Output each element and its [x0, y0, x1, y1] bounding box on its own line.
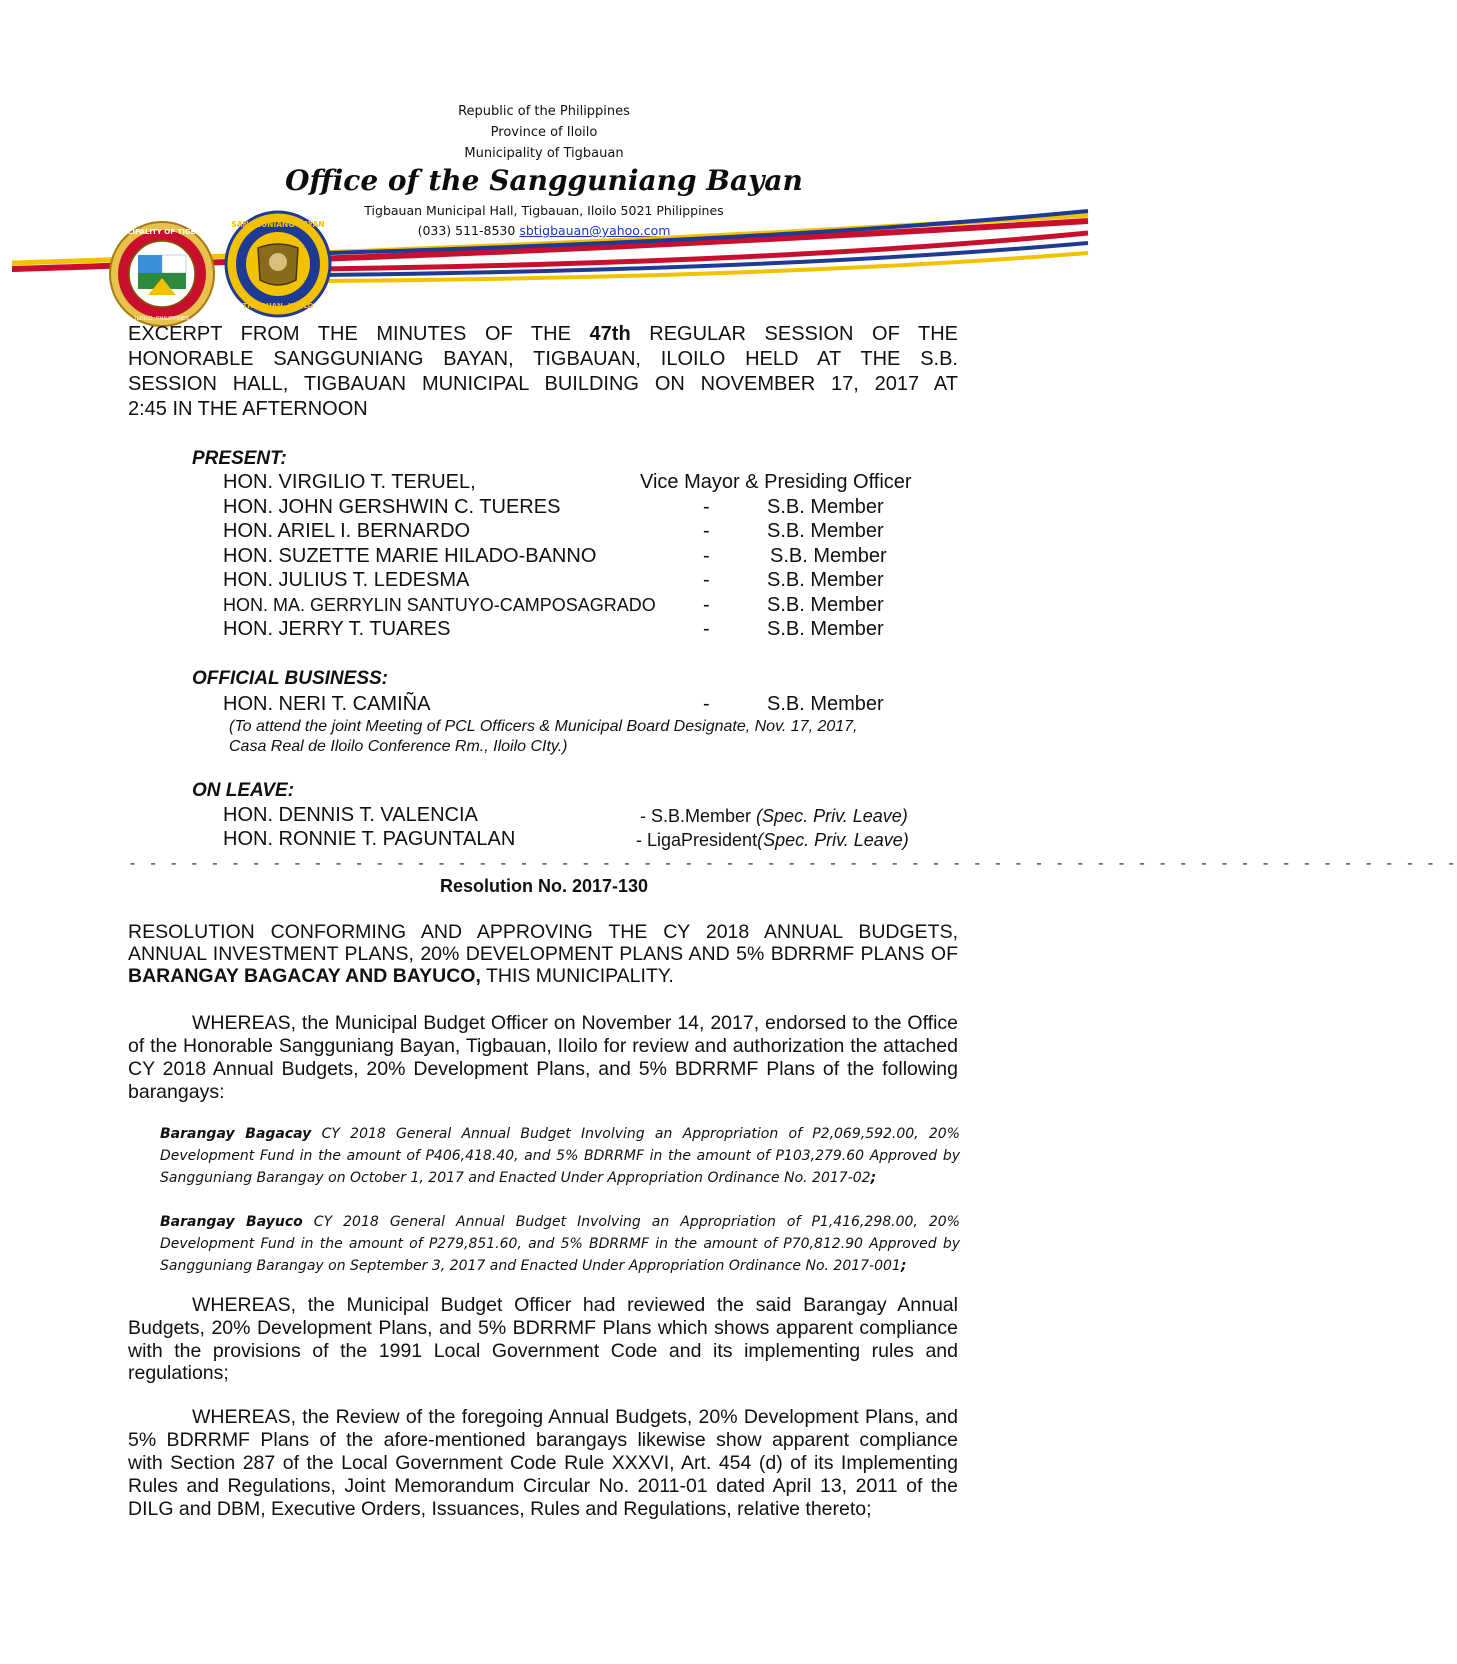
- section-separator: - - - - - - - - - - - - - - - - - - - - - - - - - - - - - - - - - - - - - - - - - - - - - - - - - - - - - - - - - - - - - - - - -: [128, 856, 1457, 873]
- municipality-seal-icon: [108, 220, 216, 328]
- leave-position: - S.B.Member (Spec. Priv. Leave): [640, 806, 908, 826]
- official-note-line-1: (To attend the joint Meeting of PCL Officers & Municipal Board Designate, Nov. 17, 2017,: [229, 718, 858, 735]
- present-position: S.B. Member: [767, 594, 884, 616]
- official-business-label: OFFICIAL BUSINESS:: [192, 668, 388, 689]
- sangguniang-bayan-seal-icon: [224, 210, 332, 318]
- barangay-bayuco-entry: Barangay Bayuco CY 2018 General Annual Budget Involving an Appropriation of P1,416,298.00, 20% Development Fund in the amount of P279,851.60, and 5% BDRRMF in the amount of P70,812.90 Approved by Sangguniang Barangay on September 3, 2017 and Enacted Under Appropriation Ordinance No. 2017-001;: [160, 1214, 961, 1274]
- whereas-2-line-3: with the provisions of the 1991 Local Government Code and its implementing rules and: [128, 1340, 958, 1362]
- province-line: Province of Iloilo: [490, 125, 598, 140]
- official-dash: -: [703, 693, 710, 715]
- present-dash: -: [703, 569, 710, 591]
- present-position: S.B. Member: [767, 618, 884, 640]
- office-address: Tigbauan Municipal Hall, Tigbauan, Iloilo 5021 Philippines: [364, 203, 724, 218]
- leave-name: HON. RONNIE T. PAGUNTALAN: [223, 828, 516, 850]
- whereas-3-line-5: DILG and DBM, Executive Orders, Issuances, Rules and Regulations, relative thereto;: [128, 1498, 872, 1520]
- official-note-line-2: Casa Real de Iloilo Conference Rm., Iloilo CIty.): [229, 738, 568, 755]
- present-dash: -: [703, 618, 710, 640]
- resolution-title-line-3: BARANGAY BAGACAY AND BAYUCO, THIS MUNICIPALITY.: [128, 965, 674, 987]
- present-label: PRESENT:: [192, 448, 287, 469]
- barangay-bagacay-entry: Barangay Bagacay CY 2018 General Annual Budget Involving an Appropriation of P2,069,592.00, 20% Development Fund in the amount of P406,418.40, and 5% BDRRMF in the amount of P103,279.60 Approved by Sangguniang Barangay on October 1, 2017 and Enacted Under Appropriation Ordinance No. 2017-02;: [160, 1126, 960, 1186]
- whereas-2-line-2: Budgets, 20% Development Plans, and 5% BDRRMF Plans which shows apparent compliance: [128, 1317, 958, 1339]
- present-position: S.B. Member: [767, 520, 884, 542]
- svg-text:ILOILO, PHILIPPINES: ILOILO, PHILIPPINES: [134, 316, 190, 322]
- present-name: HON. MA. GERRYLIN SANTUYO-CAMPOSAGRADO: [223, 595, 656, 615]
- whereas-3-line-4: Rules and Regulations, Joint Memorandum Circular No. 2011-01 dated April 13, 2011 of the: [128, 1475, 958, 1497]
- present-dash: -: [703, 594, 710, 616]
- whereas-1-line-3: CY 2018 Annual Budgets, 20% Development Plans, and 5% BDRRMF Plans of the following: [128, 1058, 958, 1080]
- heading-line-3: SESSION HALL, TIGBAUAN MUNICIPAL BUILDING ON NOVEMBER 17, 2017 AT: [128, 373, 958, 395]
- republic-line: Republic of the Philippines: [458, 104, 630, 119]
- whereas-1-line-1: WHEREAS, the Municipal Budget Officer on November 14, 2017, endorsed to the Office: [192, 1012, 958, 1034]
- present-name: HON. JOHN GERSHWIN C. TUERES: [223, 496, 561, 518]
- heading-line-4: 2:45 IN THE AFTERNOON: [128, 398, 368, 420]
- present-position: Vice Mayor & Presiding Officer: [640, 471, 912, 493]
- resolution-number: Resolution No. 2017-130: [439, 876, 649, 896]
- heading-line-1: EXCERPT FROM THE MINUTES OF THE 47th REGULAR SESSION OF THE: [128, 323, 959, 345]
- municipality-line: Municipality of Tigbauan: [464, 146, 624, 161]
- present-name: HON. ARIEL I. BERNARDO: [223, 520, 471, 542]
- whereas-1-line-2: of the Honorable Sangguniang Bayan, Tigbauan, Iloilo for review and authorization the attached: [128, 1035, 958, 1057]
- office-title: Office of the Sangguniang Bayan: [285, 164, 803, 197]
- whereas-2-line-1: WHEREAS, the Municipal Budget Officer had reviewed the said Barangay Annual: [192, 1294, 958, 1316]
- whereas-1-line-4: barangays:: [128, 1081, 225, 1103]
- present-name: HON. JERRY T. TUARES: [223, 618, 451, 640]
- present-dash: -: [703, 520, 710, 542]
- present-position: S.B. Member: [767, 569, 884, 591]
- present-dash: -: [703, 545, 710, 567]
- whereas-2-line-4: regulations;: [128, 1362, 229, 1384]
- present-dash: -: [703, 496, 710, 518]
- present-position: S.B. Member: [770, 545, 887, 567]
- leave-position: - LigaPresident(Spec. Priv. Leave): [636, 830, 909, 850]
- present-position: S.B. Member: [767, 496, 884, 518]
- whereas-3-line-1: WHEREAS, the Review of the foregoing Annual Budgets, 20% Development Plans, and: [192, 1406, 958, 1428]
- present-name: HON. JULIUS T. LEDESMA: [223, 569, 470, 591]
- seal-left-lettering: MUNICIPALITY OF TIGBAUAN: [106, 228, 218, 236]
- whereas-3-line-3: with Section 287 of the Local Government Code Rule XXXVI, Art. 454 (d) of its Implementing: [128, 1452, 958, 1474]
- official-name: HON. NERI T. CAMIÑA: [223, 693, 431, 715]
- heading-line-2: HONORABLE SANGGUNIANG BAYAN, TIGBAUAN, ILOILO HELD AT THE S.B.: [128, 348, 958, 370]
- svg-text:SANGGUNIANG BAYAN: SANGGUNIANG BAYAN: [231, 220, 325, 229]
- official-position: S.B. Member: [767, 693, 884, 715]
- office-email-link[interactable]: sbtigbauan@yahoo.com: [519, 223, 671, 238]
- svg-text:TIGBAUAN, ILOILO: TIGBAUAN, ILOILO: [242, 302, 314, 310]
- leave-name: HON. DENNIS T. VALENCIA: [223, 804, 478, 826]
- resolution-title-line-1: RESOLUTION CONFORMING AND APPROVING THE CY 2018 ANNUAL BUDGETS,: [128, 921, 958, 943]
- present-name: HON. VIRGILIO T. TERUEL,: [223, 471, 476, 493]
- on-leave-label: ON LEAVE:: [192, 780, 295, 801]
- present-name: HON. SUZETTE MARIE HILADO-BANNO: [223, 545, 597, 567]
- whereas-3-line-2: 5% BDRRMF Plans of the afore-mentioned barangays likewise show apparent compliance: [128, 1429, 958, 1451]
- office-phone: (033) 511-8530: [417, 223, 516, 238]
- resolution-title-line-2: ANNUAL INVESTMENT PLANS, 20% DEVELOPMENT PLANS AND 5% BDRRMF PLANS OF: [128, 943, 958, 965]
